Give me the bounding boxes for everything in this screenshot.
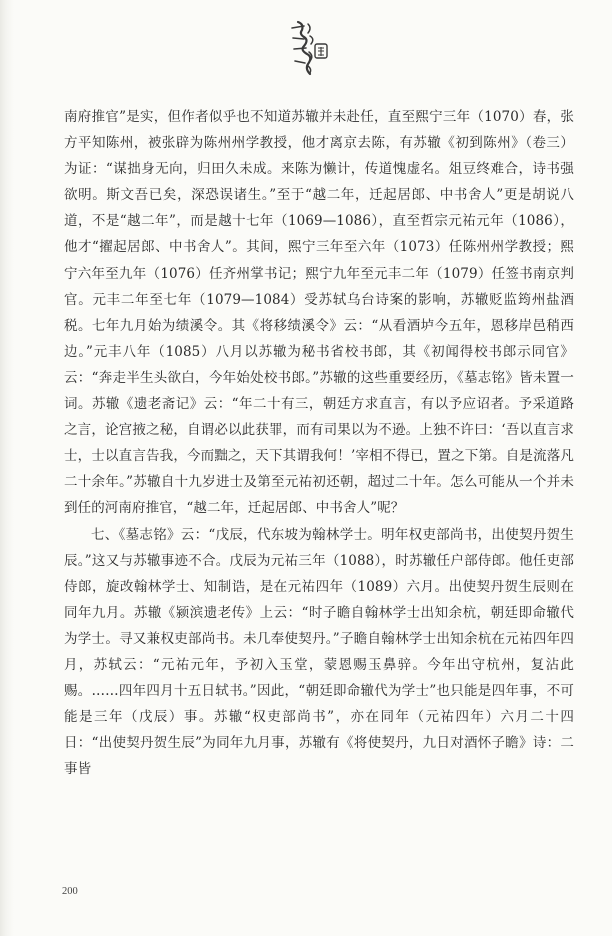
header-calligraphy-logo xyxy=(284,18,332,80)
paragraph-1: 南府推官”是实，但作者似乎也不知道苏辙并未赴任，直至熙宁三年（1070）春，张方平知陈州，被张辟为陈州州学教授，他才离京去陈，有苏辙《初到陈州》（卷三）为证：“谋拙身无向，归田久未成。来陈为懒计，传道愧虚名。俎豆终难合，诗书强欲明。斯文吾已矣，深恐误诸生。”至于“越二年，迁起居郎、中书舍人”更是胡说八道，不是“越二年”，而是越十七年（1069—1086），直至哲宗元祐元年（1086），他才“擢起居郎、中书舍人”。其间，熙宁三年至六年（1073）任陈州州学教授；熙宁六年至九年（1076）任齐州掌书记；熙宁九年至元丰二年（1079）任签书南京判官。元丰二年至七年（1079—1084）受苏轼乌台诗案的影响，苏辙贬监筠州盐酒税。七年九月始为绩溪令。其《将移绩溪令》云：“从看酒垆今五年，恩移岸邑稍西边。”元丰八年（1085）八月以苏辙为秘书省校书郎，其《初闻得校书郎示同官》云：“奔走半生头欲白，今年始处校书郎。”苏辙的这些重要经历，《墓志铭》皆未置一词。苏辙《遗老斋记》云：“年二十有三，朝廷方求直言，有以予应诏者。予采道路之言，论宫掖之秘，自谓必以此获罪，而有司果以为不逊。上独不许曰：‘吾以直言求士，士以直言告我，今而黜之，天下其谓我何！’宰相不得已，置之下第。自是流落凡二十余年。”苏辙自十九岁进士及第至元祐初还朝，超过二十年。怎么可能从一个并未到任的河南府推官，“越二年，迁起居郎、中书舍人”呢？ xyxy=(64,109,574,517)
paragraph-2: 七、《墓志铭》云：“戊辰，代东坡为翰林学士。明年权吏部尚书，出使契丹贺生辰。”这又与苏辙事迹不合。戊辰为元祐三年（1088），时苏辙任户部侍郎。他任吏部侍郎，旋改翰林学士、知制诰，是在元祐四年（1089）六月。出使契丹贺生辰则在同年九月。苏辙《颍滨遗老传》上云：“时子瞻自翰林学士出知余杭，朝廷即命辙代为学士。寻又兼权吏部尚书。未几奉使契丹。”子瞻自翰林学士出知余杭在元祐四年四月，苏轼云：“元祐元年，予初入玉堂，蒙恩赐玉鼻骍。今年出守杭州，复沾此赐。……四年四月十五日轼书。”因此，“朝廷即命辙代为学士”也只能是四年事，不可能是三年（戊辰）事。苏辙“权吏部尚书”，亦在同年（元祐四年）六月二十四日：“出使契丹贺生辰”为同年九月事，苏辙有《将使契丹，九日对酒怀子瞻》诗：二事皆 xyxy=(64,526,574,778)
calligraphy-seal-icon xyxy=(284,18,332,80)
page-number: 200 xyxy=(62,886,78,897)
body-text xyxy=(64,104,574,782)
